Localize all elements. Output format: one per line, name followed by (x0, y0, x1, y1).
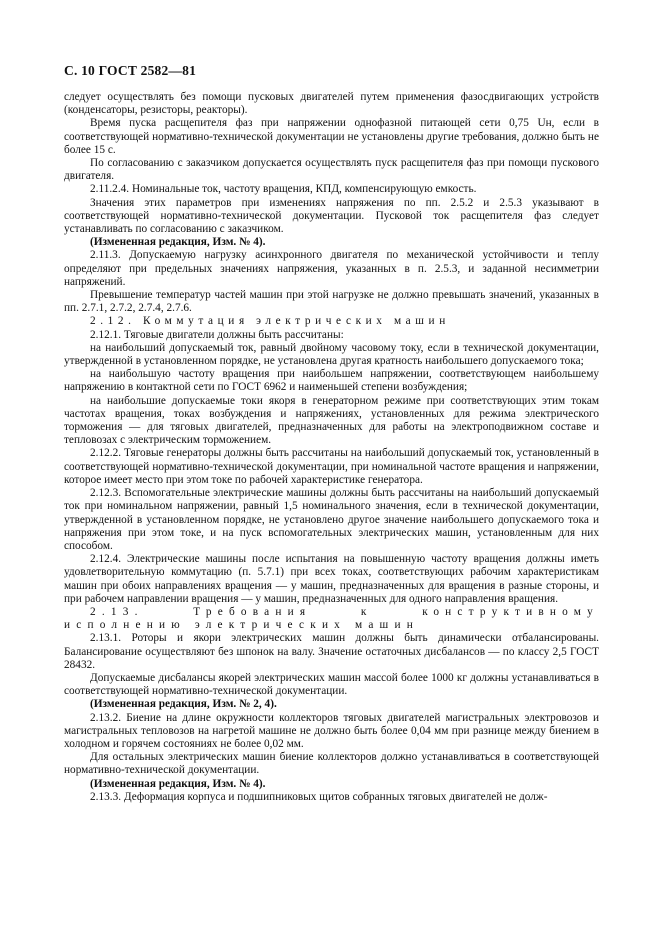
paragraph: Допускаемые дисбалансы якорей электрических машин массой более 1000 кг должны устанавливаться в соответствующей нормативно-технической документации. (64, 671, 599, 698)
section-2-12-4: 2.12.4. Электрические машины после испытания на повышенную частоту вращения должны иметь удовлетворительную коммутацию (п. 5.7.1) при всех токах, соответствующих рабочим характеристикам машин при обоих направлениях вращения — у машин, предназначенных для вращения в разные стороны, и при рабочем направлении вращения — у машин, предназначенных для одного направления вращения. (64, 553, 599, 605)
paragraph: Для остальных электрических машин биение коллекторов должно устанавливаться в соответствующей нормативно-технической документации. (64, 751, 599, 777)
section-2-11-2-4: 2.11.2.4. Номинальные ток, частоту вращения, КПД, компенсирующую емкость. (90, 183, 477, 196)
section-heading-2-12: 2.12. Коммутация электрических машин (90, 315, 450, 328)
paragraph: на наибольшую частоту вращения при наибольшем напряжении, соответствующем наибольшему напряжению в контактной сети по ГОСТ 6962 и наименьшей степени возбуждения; (64, 368, 599, 394)
paragraph: на наибольшие допускаемые токи якоря в генераторном режиме при соответствующих этим токам частотах вращения, токах возбуждения и напряжениях, установленных для режима электрического торможения — для тяговых двигателей, предназначенных для работы на электроподвижном составе и тепловозах с электрическим торможением. (64, 394, 599, 447)
section-2-13-2: 2.13.2. Биение на длине окружности коллекторов тяговых двигателей магистральных электровозов и магистральных тепловозов на нагретой машине не должно быть более 0,04 мм при разнице между биением в холодном и горячем состояниях не более 0,02 мм. (64, 711, 599, 750)
paragraph: Значения этих параметров при изменениях напряжения по пп. 2.5.2 и 2.5.3 указывают в соответствующей нормативно-технической документации. Пусковой ток расщепителя фаз следует устанавливать по согласованию с заказчиком. (64, 196, 599, 236)
amendment-note: (Измененная редакция, Изм. № 4). (90, 777, 266, 790)
paragraph: По согласованию с заказчиком допускается осуществлять пуск расщепителя фаз при помощи пускового двигателя. (64, 157, 599, 183)
paragraph: Время пуска расщепителя фаз при напряжении однофазной питающей сети 0,75 Uн, если в соответствующей нормативно-технической документации не установлены другие требования, должно быть не более 15 с. (64, 117, 599, 156)
section-heading-2-13: 2.13. Требования к конструктивному исполнению электрических машин (64, 605, 599, 632)
section-2-13-3: 2.13.3. Деформация корпуса и подшипниковых щитов собранных тяговых двигателей не долж- (90, 790, 548, 803)
paragraph: на наибольший допускаемый ток, равный двойному часовому току, если в технической документации, утвержденной в установленном порядке, не установлена другая кратность наибольшего допускаемого тока; (64, 341, 599, 368)
amendment-note: (Измененная редакция, Изм. № 4). (90, 236, 266, 249)
paragraph: Превышение температур частей машин при этой нагрузке не должно превышать значений, указанных в пп. 2.7.1, 2.7.2, 2.7.4, 2.7.6. (64, 289, 599, 315)
section-2-12-2: 2.12.2. Тяговые генераторы должны быть рассчитаны на наибольший допускаемый ток, установленный в соответствующей нормативно-технической документации, при номинальной частоте вращения и напряжении, которое имеет место при этом токе по рабочей характеристике генератора. (64, 447, 599, 486)
section-2-11-3: 2.11.3. Допускаемую нагрузку асинхронного двигателя по механической устойчивости и теплу определяют при предельных значениях напряжения, указанных в п. 2.5.3, и заданной несимметрии напряжений. (64, 249, 599, 288)
section-2-12-1: 2.12.1. Тяговые двигатели должны быть рассчитаны: (90, 328, 344, 341)
section-2-13-1: 2.13.1. Роторы и якори электрических машин должны быть динамически отбалансированы. Балансирование осуществляют без шпонок на валу. Значение остаточных дисбалансов — по классу 2,5 ГОСТ 28432. (64, 632, 599, 671)
amendment-note: (Измененная редакция, Изм. № 2, 4). (90, 698, 277, 711)
page-header: С. 10 ГОСТ 2582—81 (64, 63, 197, 78)
section-2-12-3: 2.12.3. Вспомогательные электрические машины должны быть рассчитаны на наибольший допускаемый ток при номинальном напряжении, равный 1,5 номинального значения, если в технической документации, утвержденной в установленном порядке, не установлено другое значение наибольшего допускаемого тока и напряжения при этом токе, и на пуск вспомогательных электрических машин, установленным для них способом. (64, 487, 599, 552)
document-body (64, 91, 599, 804)
paragraph: следует осуществлять без помощи пусковых двигателей путем применения фазосдвигающих устройств (конденсаторы, резисторы, реакторы). (64, 91, 599, 117)
